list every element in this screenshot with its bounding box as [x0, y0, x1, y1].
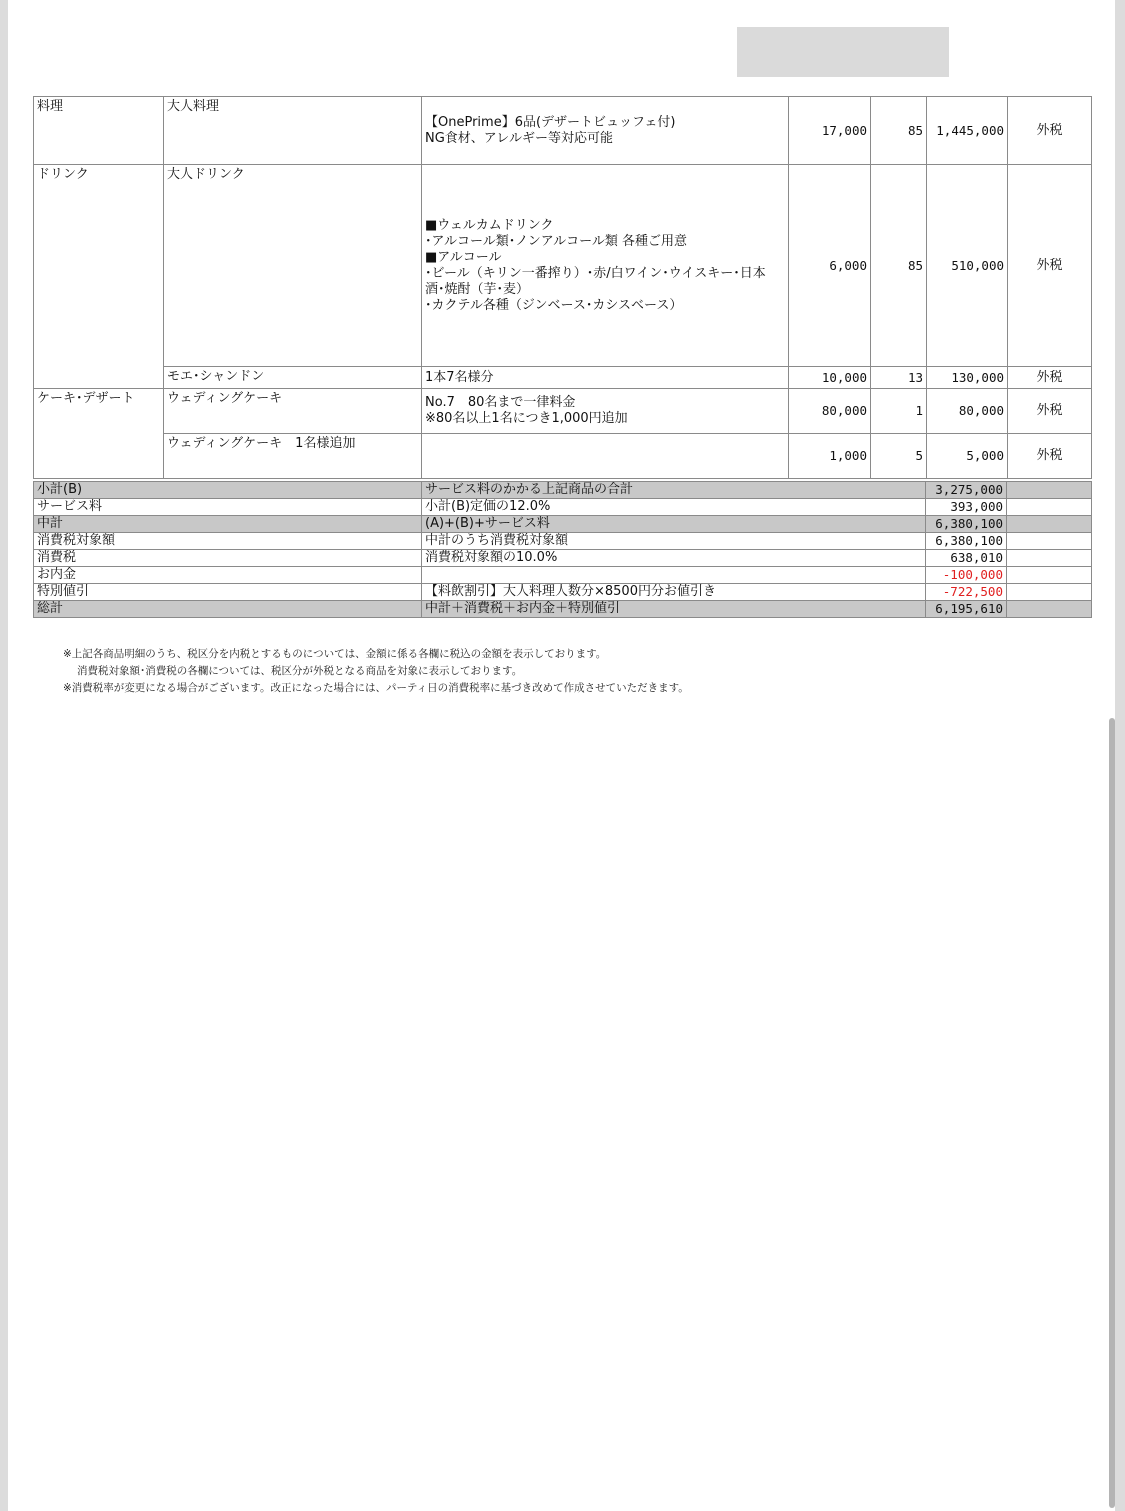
summary-label: 特別値引: [34, 584, 422, 601]
summary-label: 消費税対象額: [34, 533, 422, 550]
item-table: [33, 96, 1092, 479]
amount-cell: 510,000: [927, 165, 1008, 367]
summary-note: 【料飲割引】大人料理人数分×8500円分お値引き: [422, 584, 926, 601]
summary-table: [33, 481, 1092, 618]
amount-cell: 130,000: [927, 367, 1008, 389]
summary-note: [422, 567, 926, 584]
item-name-cell: ウェディングケーキ: [164, 389, 422, 434]
item-row: [34, 434, 1092, 479]
footnote-line: ※消費税率が変更になる場合がございます。改正になった場合には、パーティ日の消費税率に基づき改めて作成させていただきます。: [63, 682, 689, 694]
unit-price-cell: 6,000: [789, 165, 871, 367]
tax-type-cell: 外税: [1008, 434, 1092, 479]
description-cell: ■ウェルカムドリンク ･アルコール類･ノンアルコール類 各種ご用意 ■アルコール ･ビール（キリン一番搾り）･赤/白ワイン･ウイスキー･日本酒･焼酎（芋･麦） ･カクテル各種（ジンベース･カシスベース）: [422, 165, 789, 367]
summary-blank: [1007, 533, 1092, 550]
unit-price-cell: 17,000: [789, 97, 871, 165]
summary-amount: 6,380,100: [926, 533, 1007, 550]
summary-note: 小計(B)定価の12.0%: [422, 499, 926, 516]
quantity-cell: 85: [871, 97, 927, 165]
item-name-cell: 大人ドリンク: [164, 165, 422, 367]
grand-total-row: [34, 601, 1092, 618]
service-fee-row: [34, 499, 1092, 516]
item-row: [34, 367, 1092, 389]
item-row: [34, 389, 1092, 434]
item-name-cell: 大人料理: [164, 97, 422, 165]
scrollbar[interactable]: [1109, 718, 1115, 1508]
summary-blank: [1007, 567, 1092, 584]
summary-blank: [1007, 601, 1092, 618]
tax-type-cell: 外税: [1008, 389, 1092, 434]
unit-price-cell: 80,000: [789, 389, 871, 434]
tax-type-cell: 外税: [1008, 367, 1092, 389]
deposit-row: [34, 567, 1092, 584]
description-cell: [422, 434, 789, 479]
summary-label: 総計: [34, 601, 422, 618]
summary-label: 中計: [34, 516, 422, 533]
quantity-cell: 85: [871, 165, 927, 367]
subtotal-row: [34, 482, 1092, 499]
summary-amount: -100,000: [926, 567, 1007, 584]
amount-cell: 5,000: [927, 434, 1008, 479]
category-cell: ドリンク: [34, 165, 164, 389]
tax-type-cell: 外税: [1008, 165, 1092, 367]
footnotes: [63, 646, 1083, 697]
summary-label: 消費税: [34, 550, 422, 567]
unit-price-cell: 10,000: [789, 367, 871, 389]
summary-amount: 3,275,000: [926, 482, 1007, 499]
quantity-cell: 1: [871, 389, 927, 434]
quantity-cell: 13: [871, 367, 927, 389]
summary-note: サービス料のかかる上記商品の合計: [422, 482, 926, 499]
summary-blank: [1007, 550, 1092, 567]
category-cell: 料理: [34, 97, 164, 165]
summary-note: 中計＋消費税＋お内金＋特別値引: [422, 601, 926, 618]
summary-amount: 393,000: [926, 499, 1007, 516]
summary-amount: -722,500: [926, 584, 1007, 601]
item-name-cell: ウェディングケーキ 1名様追加: [164, 434, 422, 479]
midtotal-row: [34, 516, 1092, 533]
item-row: [34, 97, 1092, 165]
category-cell: ケーキ･デザート: [34, 389, 164, 479]
summary-note: 中計のうち消費税対象額: [422, 533, 926, 550]
redacted-block: [737, 27, 949, 77]
summary-note: (A)+(B)+サービス料: [422, 516, 926, 533]
summary-blank: [1007, 516, 1092, 533]
summary-amount: 6,380,100: [926, 516, 1007, 533]
item-name-cell: モエ･シャンドン: [164, 367, 422, 389]
summary-blank: [1007, 584, 1092, 601]
summary-amount: 6,195,610: [926, 601, 1007, 618]
footnote-line: ※上記各商品明細のうち、税区分を内税とするものについては、金額に係る各欄に税込の金額を表示しております。: [63, 648, 607, 660]
tax-type-cell: 外税: [1008, 97, 1092, 165]
summary-blank: [1007, 499, 1092, 516]
summary-blank: [1007, 482, 1092, 499]
description-cell: 1本7名様分: [422, 367, 789, 389]
consumption-tax-row: [34, 550, 1092, 567]
special-discount-row: [34, 584, 1092, 601]
document-page: [8, 0, 1115, 1511]
footnote-line: 消費税対象額･消費税の各欄については、税区分が外税となる商品を対象に表示しております。: [77, 665, 523, 677]
taxable-amount-row: [34, 533, 1092, 550]
summary-label: 小計(B): [34, 482, 422, 499]
summary-note: 消費税対象額の10.0%: [422, 550, 926, 567]
description-cell: 【OnePrime】6品(デザートビュッフェ付) NG食材、アレルギー等対応可能: [422, 97, 789, 165]
unit-price-cell: 1,000: [789, 434, 871, 479]
amount-cell: 1,445,000: [927, 97, 1008, 165]
summary-label: お内金: [34, 567, 422, 584]
summary-amount: 638,010: [926, 550, 1007, 567]
amount-cell: 80,000: [927, 389, 1008, 434]
quantity-cell: 5: [871, 434, 927, 479]
item-row: [34, 165, 1092, 367]
summary-label: サービス料: [34, 499, 422, 516]
description-cell: No.7 80名まで一律料金 ※80名以上1名につき1,000円追加: [422, 389, 789, 434]
